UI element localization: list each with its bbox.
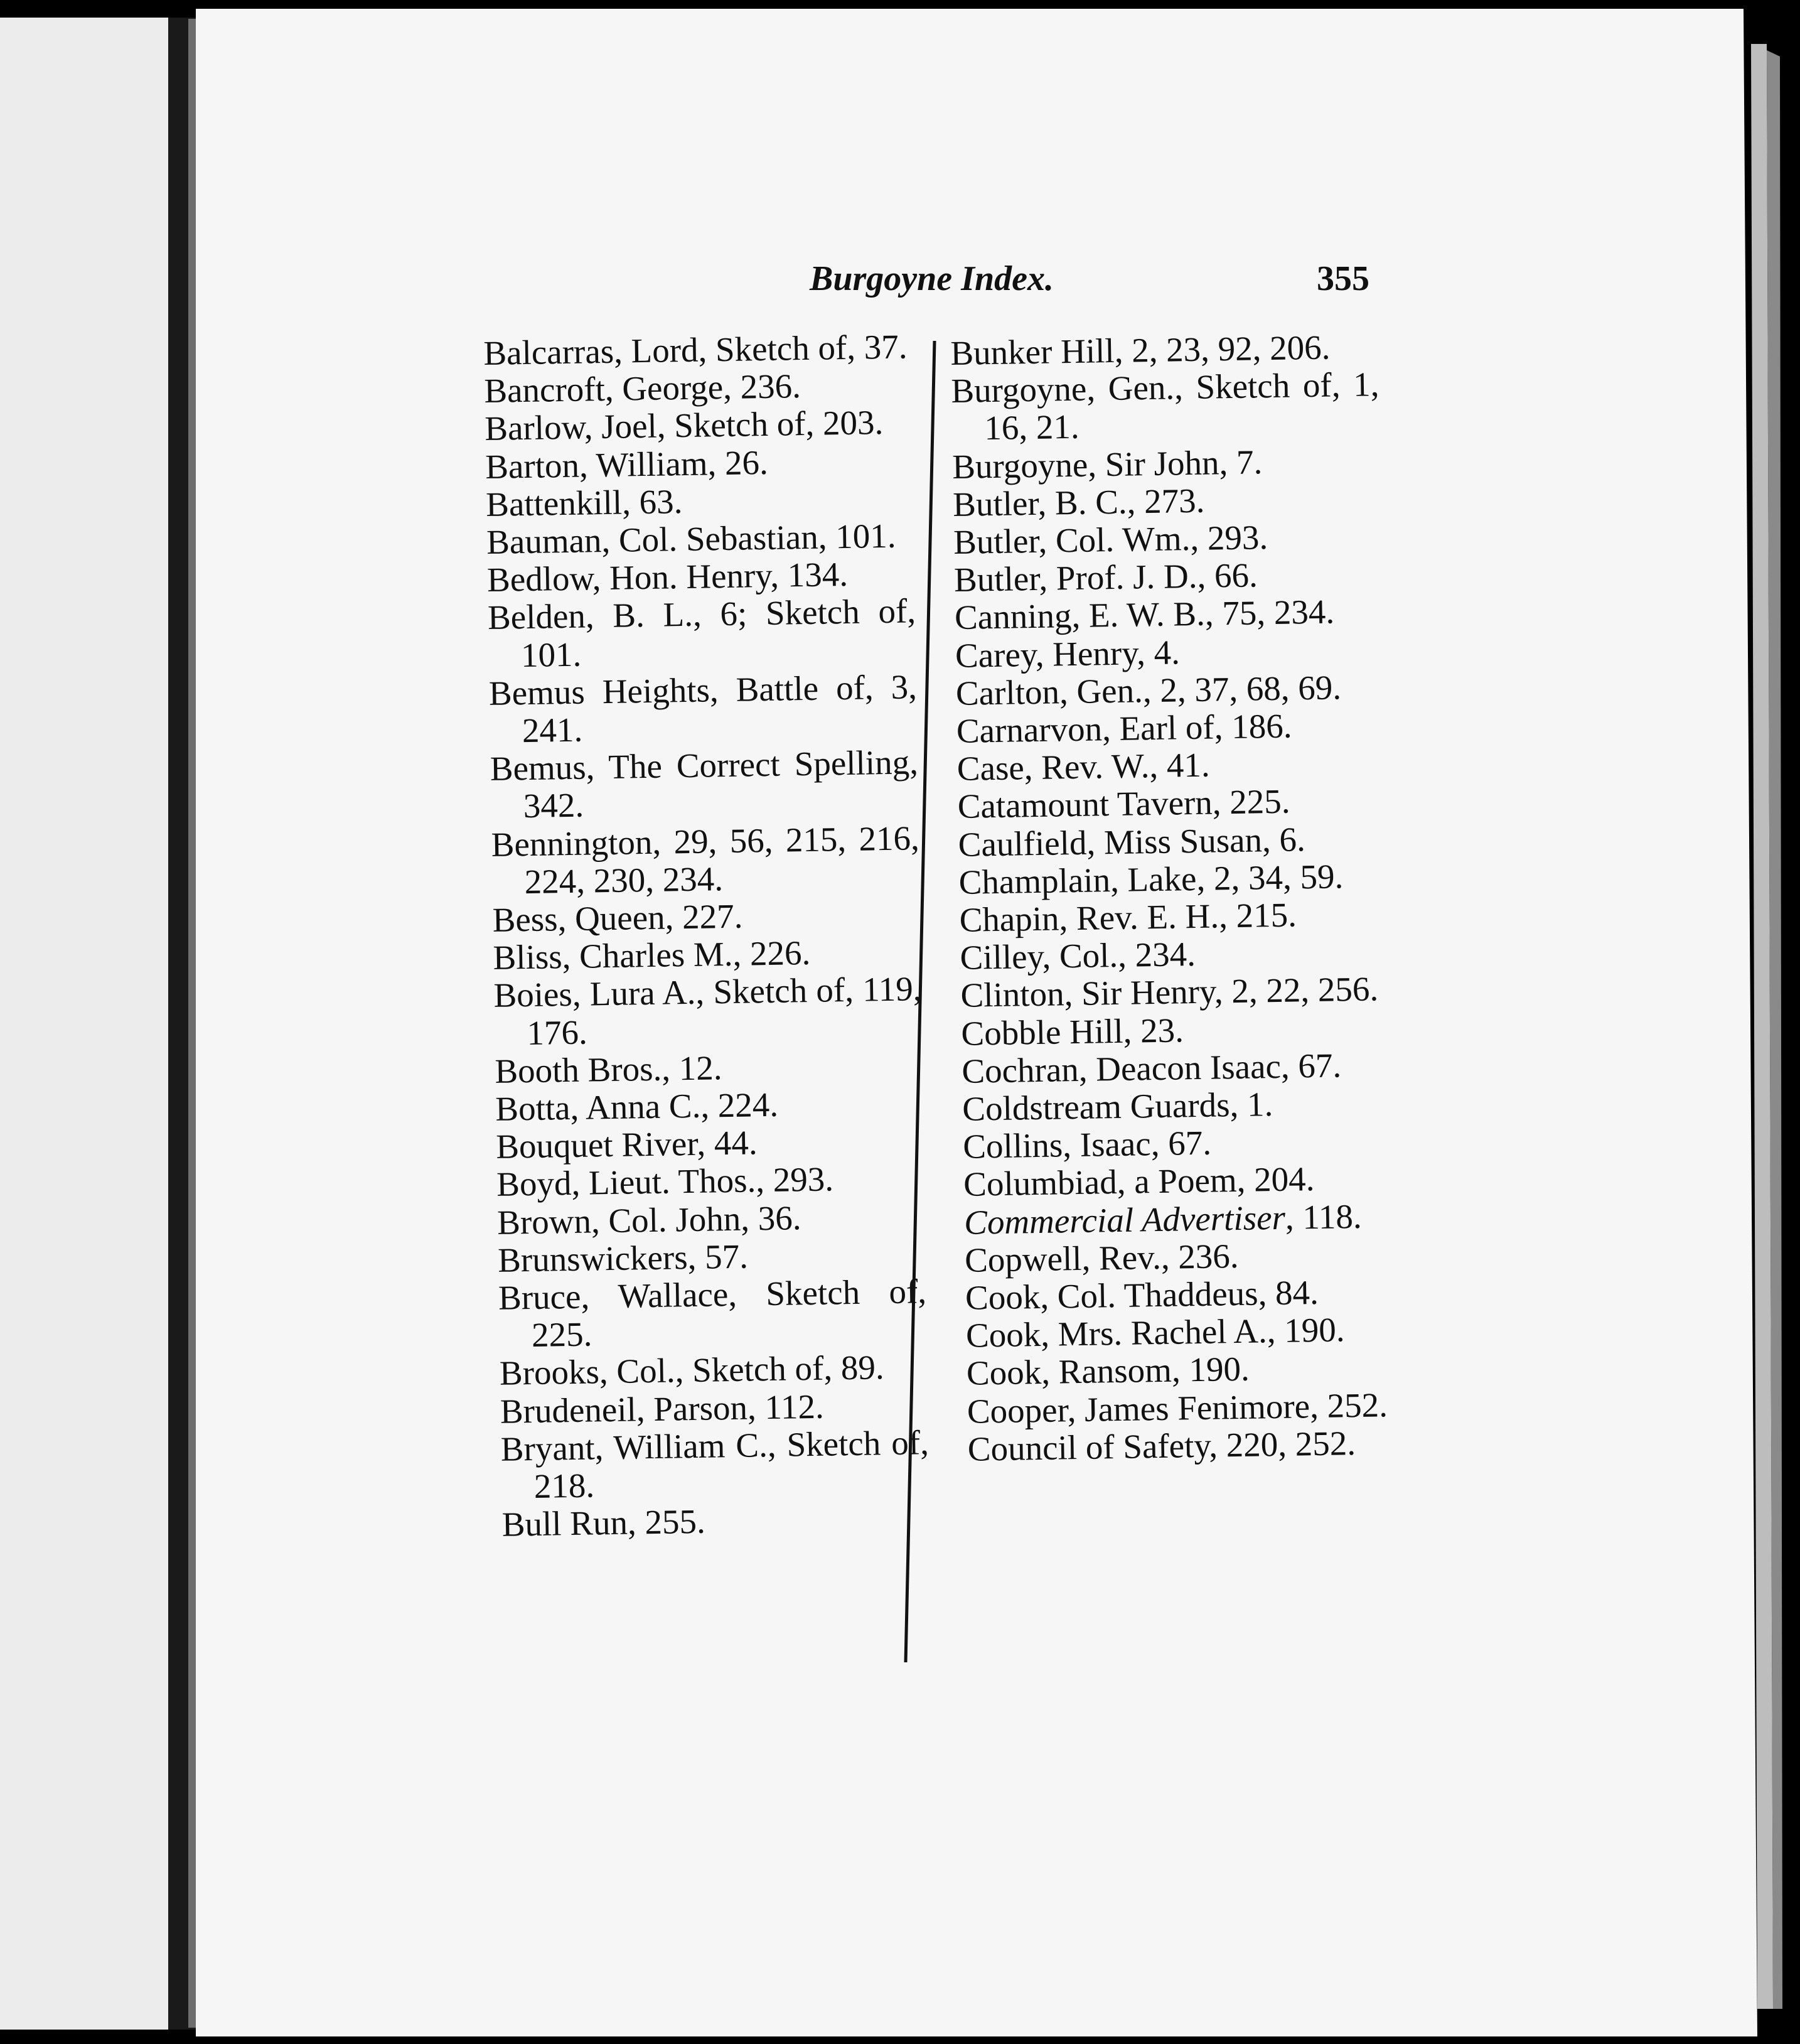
index-entry: Boies, Lura A., Sketch of, 119, 176. <box>493 969 922 1052</box>
index-entry: Burgoyne, Gen., Sketch of, 1, 16, 21. <box>950 365 1379 448</box>
index-entry: Collins, Isaac, 67. <box>962 1123 1212 1166</box>
index-entry: Butler, Col. Wm., 293. <box>953 518 1268 561</box>
index-entry: Butler, Prof. J. D., 66. <box>953 556 1258 600</box>
index-entry: Bess, Queen, 227. <box>492 896 743 939</box>
index-entry: Coldstream Guards, 1. <box>962 1085 1273 1128</box>
index-entry: Balcarras, Lord, Sketch of, 37. <box>483 327 908 372</box>
page-number: 355 <box>1317 259 1369 298</box>
index-entry: Bennington, 29, 56, 215, 216, 224, 230, 234. <box>491 818 920 901</box>
index-entry: Bedlow, Hon. Henry, 134. <box>486 555 849 600</box>
index-entry: Butler, B. C., 273. <box>952 481 1205 524</box>
index-entry: Bryant, William C., Sketch of, 218. <box>500 1423 929 1506</box>
index-entry: Bemus Heights, Battle of, 3, 241. <box>488 667 918 750</box>
index-entry: Bruce, Wallace, Sketch of, 225. <box>498 1272 927 1355</box>
index-entry: Cook, Col. Thaddeus, 84. <box>965 1273 1319 1317</box>
index-entry: Burgoyne, Sir John, 7. <box>951 442 1263 486</box>
index-entry: Booth Bros., 12. <box>494 1048 722 1090</box>
index-entry: Caulfield, Miss Susan, 6. <box>958 819 1306 864</box>
index-entry: Clinton, Sir Henry, 2, 22, 256. <box>960 969 1379 1015</box>
index-entry: Battenkill, 63. <box>485 481 683 524</box>
index-entry: Catamount Tavern, 225. <box>957 782 1290 826</box>
index-entry: Bliss, Charles M., 226. <box>493 933 811 977</box>
index-entry: Canning, E. W. B., 75, 234. <box>954 592 1335 637</box>
index-entry: Bancroft, George, 236. <box>483 367 801 411</box>
index-entry: Cooper, James Fenimore, 252. <box>967 1385 1388 1431</box>
index-entry: Barton, William, 26. <box>485 443 769 486</box>
index-entry: Bull Run, 255. <box>501 1502 706 1544</box>
index-entry: Carey, Henry, 4. <box>955 632 1181 675</box>
index-column-left <box>483 328 930 1544</box>
index-entry: Copwell, Rev., 236. <box>964 1236 1239 1279</box>
index-entry: Cook, Mrs. Rachel A., 190. <box>965 1310 1345 1355</box>
running-title: Burgoyne Index. <box>810 259 1054 298</box>
index-entry: Cook, Ransom, 190. <box>966 1350 1250 1393</box>
index-entry: Barlow, Joel, Sketch of, 203. <box>484 403 884 448</box>
index-entry: Carlton, Gen., 2, 37, 68, 69. <box>955 668 1342 713</box>
index-column-right <box>950 328 1396 1468</box>
index-entry: Bemus, The Correct Spelling, 342. <box>490 743 919 826</box>
index-entry: Brooks, Col., Sketch of, 89. <box>499 1348 885 1393</box>
index-entry: Council of Safety, 220, 252. <box>967 1423 1356 1468</box>
index-entry: Cilley, Col., 234. <box>960 935 1196 977</box>
index-entry: Bouquet River, 44. <box>495 1123 758 1166</box>
index-entry: Commercial Advertiser, 118. <box>963 1197 1363 1242</box>
index-entry: Brudeneil, Parson, 112. <box>500 1387 825 1431</box>
index-entry: Belden, B. L., 6; Sketch of, 101. <box>487 591 916 674</box>
index-entry: Cobble Hill, 23. <box>961 1010 1184 1053</box>
index-entry: Champlain, Lake, 2, 34, 59. <box>958 857 1344 901</box>
index-entry: Boyd, Lieut. Thos., 293. <box>496 1159 834 1204</box>
index-entry: Bunker Hill, 2, 23, 92, 206. <box>950 328 1331 372</box>
index-entry: Botta, Anna C., 224. <box>495 1085 779 1128</box>
index-entry: Cochran, Deacon Isaac, 67. <box>961 1046 1342 1090</box>
index-entry: Brunswickers, 57. <box>497 1237 749 1279</box>
index-entry: Carnarvon, Earl of, 186. <box>956 706 1292 750</box>
index-entry: Case, Rev. W., 41. <box>956 745 1211 788</box>
index-entry: Bauman, Col. Sebastian, 101. <box>486 516 896 561</box>
index-entry: Brown, Col. John, 36. <box>496 1198 801 1242</box>
index-entry: Columbiad, a Poem, 204. <box>963 1159 1315 1204</box>
index-entry: Chapin, Rev. E. H., 215. <box>959 895 1297 939</box>
